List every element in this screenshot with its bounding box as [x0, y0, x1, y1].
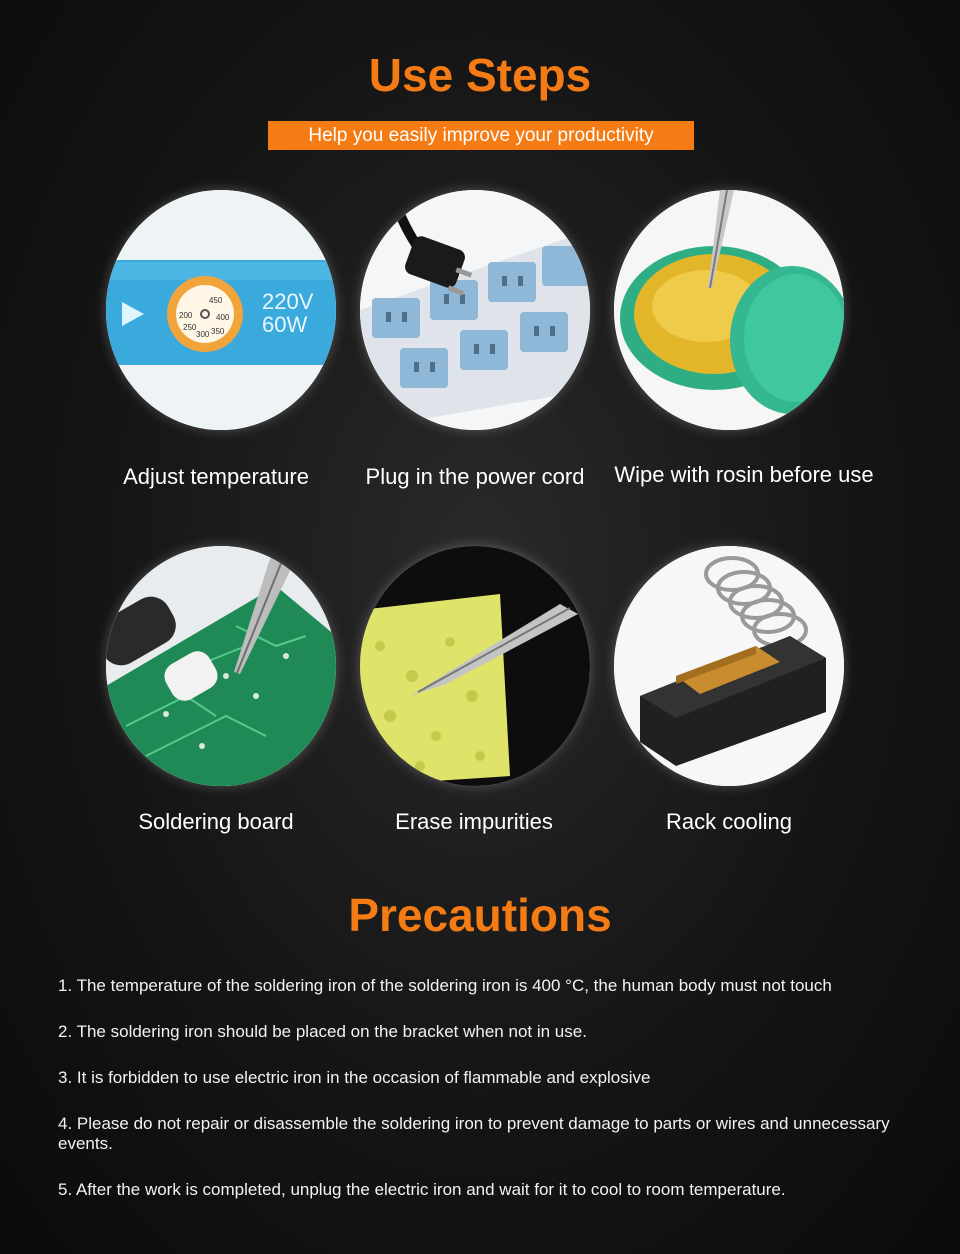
step-caption-plug-power-cord: Plug in the power cord: [365, 464, 585, 489]
power-strip-illustration: [360, 190, 590, 430]
step-caption-adjust-temperature: Adjust temperature: [123, 464, 309, 489]
use-steps-subtitle: Help you easily improve your productivity: [268, 121, 694, 150]
step-image-rosin: [614, 190, 844, 430]
iron-stand-illustration: [614, 546, 844, 786]
dial-400: 400: [216, 313, 230, 322]
step-image-adjust-temperature: [106, 190, 336, 430]
circuit-board-illustration: [106, 546, 336, 786]
precaution-item: 2. The soldering iron should be placed on the bracket when not in use.: [58, 1022, 587, 1041]
step-caption-erase-impurities: Erase impurities: [395, 809, 553, 834]
rating-power: 60W: [262, 312, 308, 337]
dial-200: 200: [179, 311, 193, 320]
precautions-title: Precautions: [348, 889, 612, 941]
step-caption-rack-cooling: Rack cooling: [666, 809, 792, 834]
use-steps-title: Use Steps: [368, 49, 592, 101]
sponge-illustration: [360, 546, 590, 786]
rating-voltage: 220V: [262, 289, 314, 314]
precaution-item: 5. After the work is completed, unplug the electric iron and wait for it to cool to room temperature.: [58, 1180, 786, 1199]
step-caption-soldering-board: Soldering board: [138, 809, 294, 834]
dial-250: 250: [183, 323, 197, 332]
step-image-erase-impurities: [360, 546, 590, 786]
precaution-item: 3. It is forbidden to use electric iron in the occasion of flammable and explosive: [58, 1068, 651, 1087]
step-caption-rosin: Wipe with rosin before use: [614, 462, 874, 487]
step-image-soldering-board: [106, 546, 336, 786]
step-image-plug-power-cord: [360, 190, 590, 430]
temperature-dial-illustration: [106, 190, 336, 430]
precaution-item: 4. Please do not repair or disassemble the soldering iron to prevent damage to parts or wires and unnecessary events.: [58, 1114, 890, 1153]
precautions-list: [58, 976, 938, 1226]
precaution-item: 1. The temperature of the soldering iron of the soldering iron is 400 °C, the human body must not touch: [58, 976, 832, 995]
step-image-rack-cooling: [614, 546, 844, 786]
dial-350: 350: [211, 327, 225, 336]
rosin-tin-illustration: [614, 190, 844, 430]
dial-450: 450: [209, 296, 223, 305]
dial-300: 300: [196, 330, 210, 339]
